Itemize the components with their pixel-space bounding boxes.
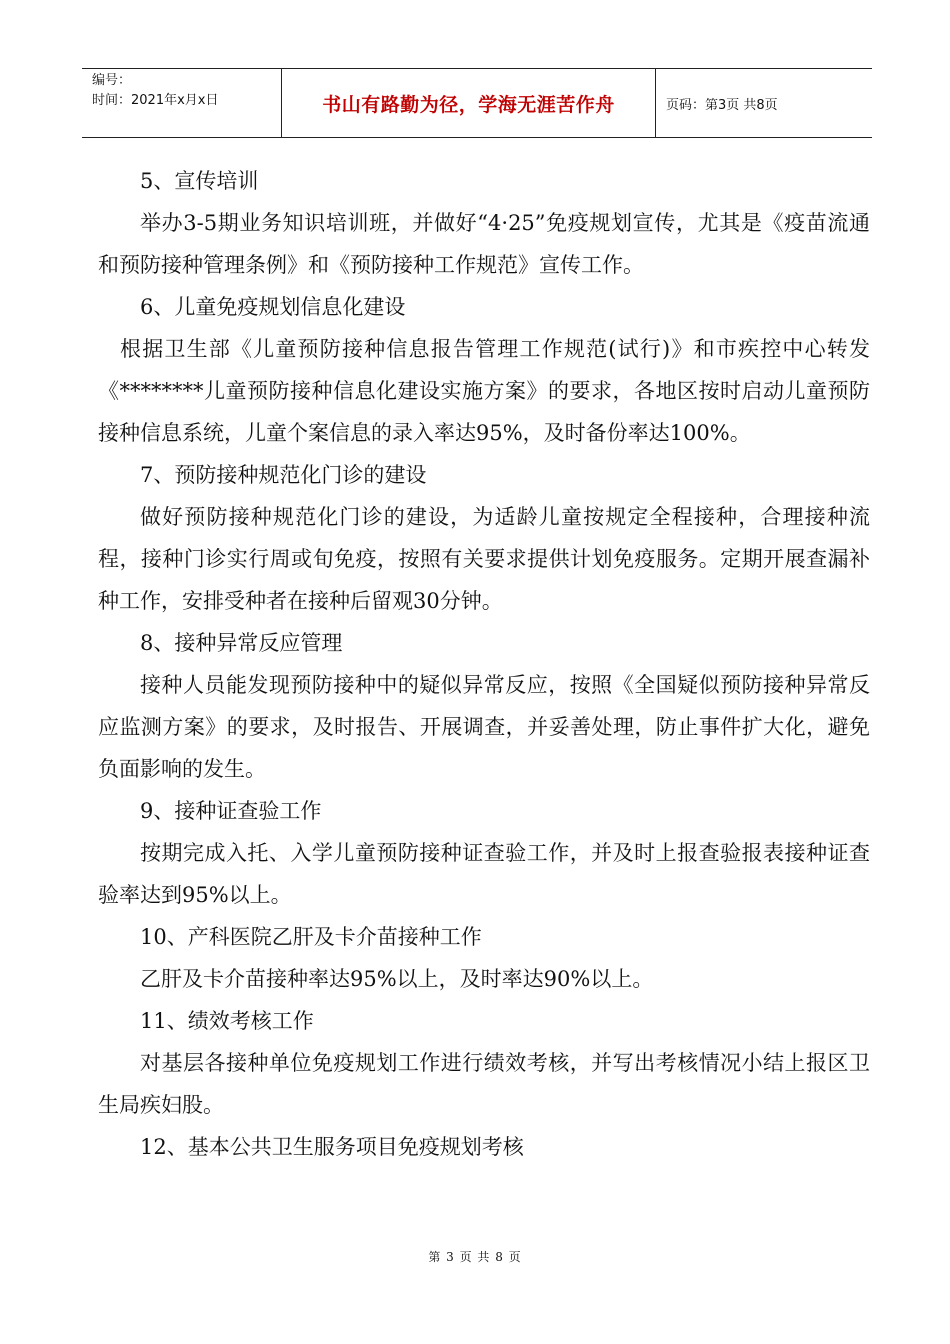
document-date: 时间：2021年x月x日	[92, 93, 219, 108]
paragraph: 举办3-5期业务知识培训班，并做好“4·25”免疫规划宣传，尤其是《疫苗流通和预防接种管理条例》和《预防接种工作规范》宣传工作。	[98, 211, 870, 277]
paragraph: 接种人员能发现预防接种中的疑似异常反应，按照《全国疑似预防接种异常反应监测方案》的要求，及时报告、开展调查，并妥善处理，防止事件扩大化，避免负面影响的发生。	[98, 673, 870, 781]
paragraph: 按期完成入托、入学儿童预防接种证查验工作，并及时上报查验报表接种证查验率达到95%以上。	[98, 841, 870, 907]
header-motto: 书山有路勤为径，学海无涯苦作舟	[282, 69, 656, 137]
paragraph: 乙肝及卡介苗接种率达95%以上，及时率达90%以上。	[140, 967, 654, 991]
page-header	[82, 68, 872, 138]
section-heading: 5、宣传培训	[140, 169, 259, 193]
paragraph: 做好预防接种规范化门诊的建设，为适龄儿童按规定全程接种，合理接种流程，接种门诊实行周或旬免疫，按照有关要求提供计划免疫服务。定期开展查漏补种工作，安排受种者在接种后留观30分钟。	[98, 505, 870, 613]
header-page-info: 页码：第3页 共8页	[666, 97, 778, 113]
section-heading: 6、儿童免疫规划信息化建设	[140, 295, 406, 319]
paragraph: 对基层各接种单位免疫规划工作进行绩效考核，并写出考核情况小结上报区卫生局疾妇股。	[98, 1051, 870, 1117]
section-heading: 7、预防接种规范化门诊的建设	[140, 463, 427, 487]
section-heading: 10、产科医院乙肝及卡介苗接种工作	[140, 925, 482, 949]
section-heading: 11、绩效考核工作	[140, 1009, 314, 1033]
paragraph: 根据卫生部《儿童预防接种信息报告管理工作规范(试行)》和市疾控中心转发《********儿童预防接种信息化建设实施方案》的要求，各地区按时启动儿童预防接种信息系统，儿童个案信息的录入率达95%，及时备份率达100%。	[98, 337, 870, 445]
section-heading: 8、接种异常反应管理	[140, 631, 343, 655]
section-heading: 9、接种证查验工作	[140, 799, 322, 823]
header-meta	[82, 69, 282, 137]
document-number-label: 编号：	[92, 73, 132, 88]
section-heading: 12、基本公共卫生服务项目免疫规划考核	[140, 1135, 524, 1159]
document-body	[98, 160, 870, 1168]
page-footer: 第 3 页 共 8 页	[428, 1250, 522, 1264]
